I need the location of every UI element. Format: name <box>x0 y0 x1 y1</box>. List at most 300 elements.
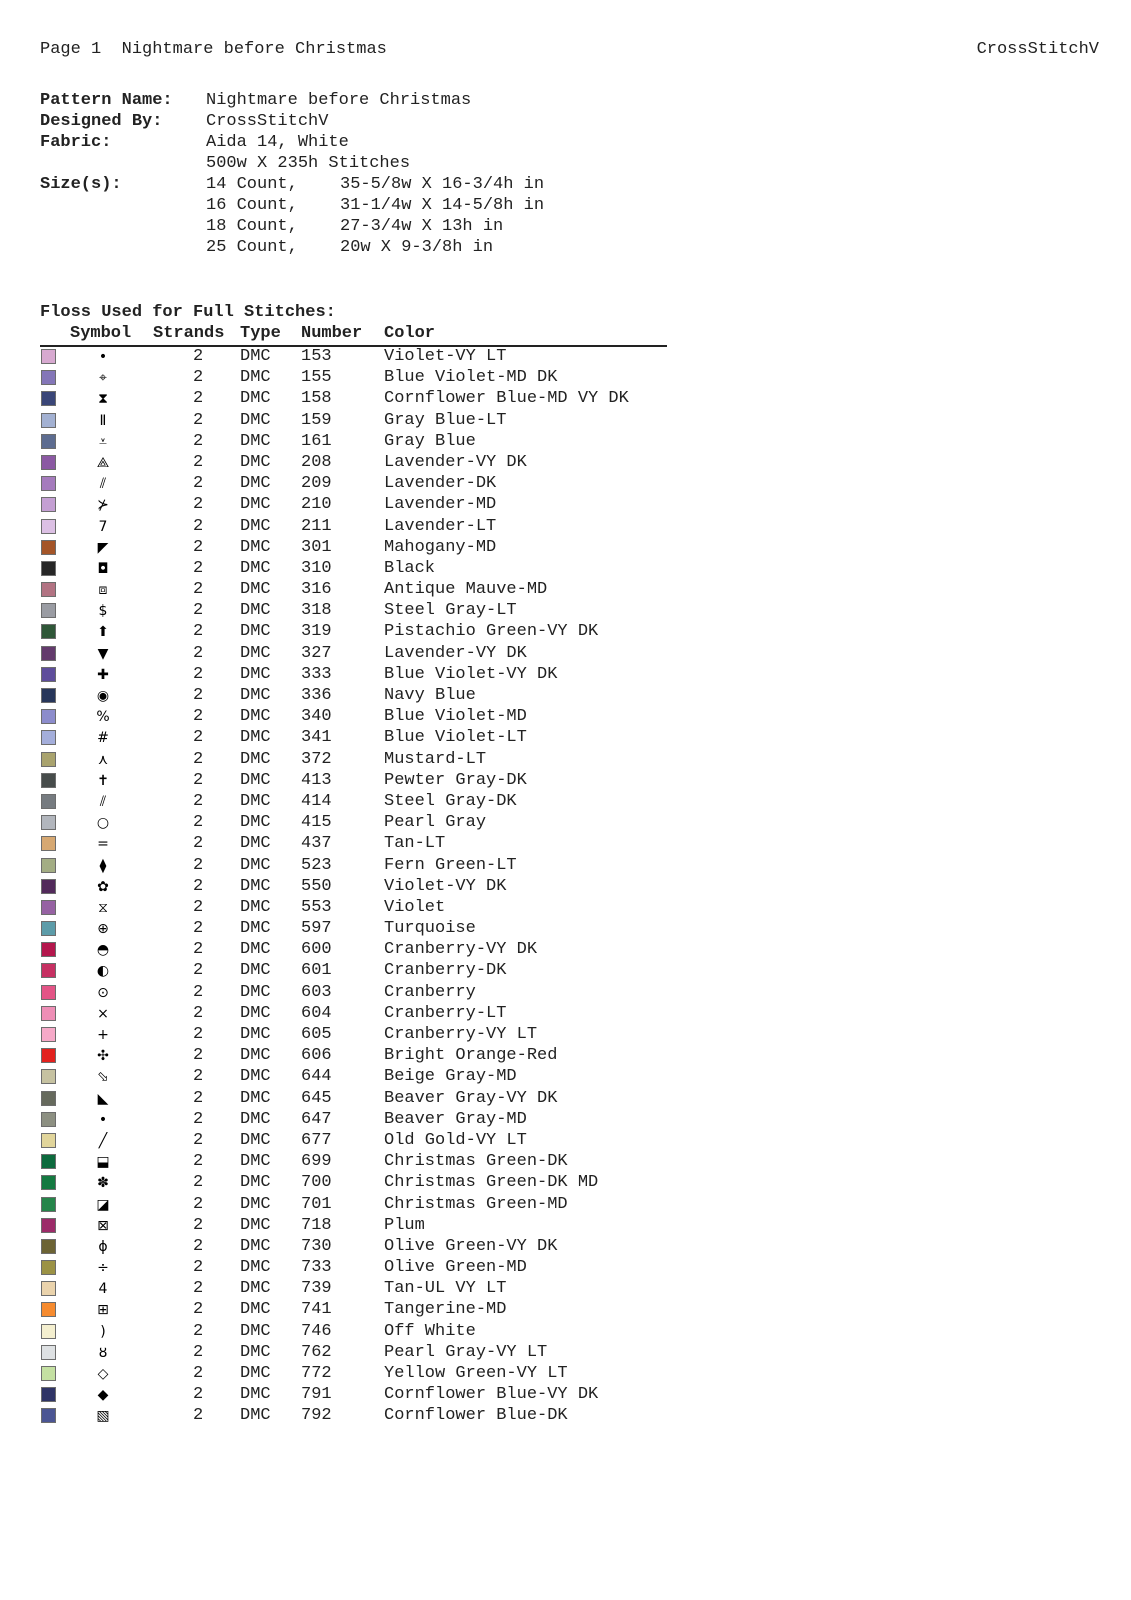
color-swatch <box>41 1302 56 1317</box>
cell-color: Bright Orange-Red <box>384 1046 558 1066</box>
slash-icon: ╱ <box>98 1132 108 1149</box>
table-row <box>0 876 700 897</box>
color-swatch <box>41 1218 56 1233</box>
table-row <box>0 600 700 621</box>
hash-icon: # <box>97 730 109 747</box>
color-swatch <box>41 1239 56 1254</box>
cell-type: DMC <box>240 1173 271 1193</box>
cell-strands: 2 <box>193 1342 204 1362</box>
cell-strands: 2 <box>193 1321 204 1341</box>
cell-number: 327 <box>301 643 332 663</box>
cell-color: Violet-VY DK <box>384 876 507 896</box>
cell-number: 301 <box>301 537 332 557</box>
half-filled-square-icon: ⬓ <box>96 1154 110 1171</box>
cell-type: DMC <box>240 580 271 600</box>
cell-number: 606 <box>301 1046 332 1066</box>
cell-number: 700 <box>301 1173 332 1193</box>
table-row <box>0 1278 700 1299</box>
color-swatch <box>41 1006 56 1021</box>
table-row <box>0 1194 700 1215</box>
designed-by-label: Designed By: <box>40 112 163 131</box>
cell-color: Lavender-DK <box>384 474 497 494</box>
color-swatch <box>41 1366 56 1381</box>
table-row <box>0 494 700 515</box>
table-row <box>0 1109 700 1130</box>
table-row <box>0 1172 700 1193</box>
page-header-title: Page 1 Nightmare before Christmas <box>40 40 387 59</box>
cell-type: DMC <box>240 389 271 409</box>
cell-color: Mustard-LT <box>384 749 487 769</box>
cell-number: 597 <box>301 919 332 939</box>
double-slash-icon: ⫽ <box>99 793 107 810</box>
color-swatch <box>41 879 56 894</box>
column-icon: Ⅱ <box>99 412 107 429</box>
color-swatch <box>41 900 56 915</box>
cell-number: 792 <box>301 1406 332 1426</box>
dollar-icon: $ <box>98 603 108 620</box>
seven-icon: 7 <box>98 518 108 535</box>
size-count: 16 Count, <box>206 196 298 215</box>
cell-color: Cranberry <box>384 982 476 1002</box>
cell-strands: 2 <box>193 1003 204 1023</box>
color-swatch <box>41 1260 56 1275</box>
snowflake-icon: ✽ <box>97 1175 109 1192</box>
table-row <box>0 1321 700 1342</box>
color-swatch <box>41 1069 56 1084</box>
table-row <box>0 1215 700 1236</box>
cell-number: 772 <box>301 1364 332 1383</box>
cell-color: Beaver Gray-VY DK <box>384 1088 558 1108</box>
cell-type: DMC <box>240 1130 271 1150</box>
cell-number: 791 <box>301 1385 332 1405</box>
cell-strands: 2 <box>193 643 204 663</box>
cell-strands: 2 <box>193 1173 204 1193</box>
cell-type: DMC <box>240 1003 271 1023</box>
cell-number: 605 <box>301 1025 332 1044</box>
size-dimensions: 35-5/8w X 16-3/4h in <box>340 175 545 194</box>
cell-type: DMC <box>240 1385 271 1405</box>
cell-strands: 2 <box>193 410 204 430</box>
cell-number: 601 <box>301 961 332 981</box>
size-dimensions: 27-3/4w X 13h in <box>340 217 504 236</box>
color-swatch <box>41 773 56 788</box>
cell-strands: 2 <box>193 1152 204 1172</box>
cell-strands: 2 <box>193 580 204 600</box>
cell-number: 701 <box>301 1194 332 1214</box>
cell-color: Black <box>384 558 436 578</box>
table-row <box>0 1384 700 1405</box>
cell-number: 336 <box>301 686 332 705</box>
cell-type: DMC <box>240 643 271 663</box>
color-swatch <box>41 1408 56 1423</box>
color-swatch <box>41 1048 56 1063</box>
table-row <box>0 1088 700 1109</box>
cell-number: 318 <box>301 601 332 621</box>
table-row <box>0 939 700 960</box>
cell-strands: 2 <box>193 813 204 833</box>
cell-type: DMC <box>240 728 271 748</box>
table-row <box>0 770 700 791</box>
hourglass-icon: ⧗ <box>98 391 108 408</box>
color-swatch <box>41 540 56 555</box>
sizes-label: Size(s): <box>40 175 122 194</box>
size-count: 25 Count, <box>206 238 298 257</box>
cell-type: DMC <box>240 940 271 960</box>
cell-strands: 2 <box>193 347 204 366</box>
cell-type: DMC <box>240 1025 271 1044</box>
cell-strands: 2 <box>193 664 204 684</box>
filled-diamond-icon: ◆ <box>97 1387 109 1404</box>
color-swatch <box>41 582 56 597</box>
cell-type: DMC <box>240 1067 271 1087</box>
cell-strands: 2 <box>193 686 204 705</box>
color-swatch <box>41 476 56 491</box>
cell-type: DMC <box>240 537 271 557</box>
color-swatch <box>41 985 56 1000</box>
cell-strands: 2 <box>193 1364 204 1383</box>
diamond-cross-icon: ⧫ <box>99 857 107 874</box>
hatched-square-icon: ▧ <box>96 1408 110 1425</box>
table-row <box>0 558 700 579</box>
cell-type: DMC <box>240 707 271 727</box>
cell-type: DMC <box>240 855 271 875</box>
slash-lines-icon: ⫽ <box>99 476 107 493</box>
cell-type: DMC <box>240 749 271 769</box>
cell-color: Cranberry-LT <box>384 1003 507 1023</box>
cell-strands: 2 <box>193 1236 204 1256</box>
cell-color: Tan-LT <box>384 834 446 854</box>
cell-number: 340 <box>301 707 332 727</box>
cell-strands: 2 <box>193 876 204 896</box>
division-icon: ÷ <box>97 1260 109 1277</box>
cell-type: DMC <box>240 1258 271 1278</box>
cell-strands: 2 <box>193 389 204 409</box>
cell-type: DMC <box>240 982 271 1002</box>
cell-type: DMC <box>240 431 271 451</box>
color-swatch <box>41 646 56 661</box>
color-swatch <box>41 434 56 449</box>
color-swatch <box>41 603 56 618</box>
filled-square-dot-icon: ◘ <box>97 560 109 577</box>
column-header-type: Type <box>240 324 281 343</box>
cell-number: 730 <box>301 1236 332 1256</box>
table-row <box>0 1151 700 1172</box>
cell-color: Cornflower Blue-VY DK <box>384 1385 599 1405</box>
cell-number: 372 <box>301 749 332 769</box>
table-row <box>0 1130 700 1151</box>
floss-table-body <box>0 346 700 1427</box>
cell-strands: 2 <box>193 1279 204 1299</box>
down-triangle-icon: ▼ <box>97 645 109 662</box>
table-row <box>0 1299 700 1320</box>
cell-strands: 2 <box>193 558 204 578</box>
cell-strands: 2 <box>193 855 204 875</box>
color-swatch <box>41 624 56 639</box>
color-swatch <box>41 349 56 364</box>
color-swatch <box>41 667 56 682</box>
cell-type: DMC <box>240 813 271 833</box>
color-swatch <box>41 794 56 809</box>
cell-number: 739 <box>301 1279 332 1299</box>
cell-color: Violet <box>384 897 446 917</box>
color-swatch <box>41 1324 56 1339</box>
table-row <box>0 855 700 876</box>
cell-type: DMC <box>240 452 271 472</box>
cell-strands: 2 <box>193 1258 204 1278</box>
cell-strands: 2 <box>193 897 204 917</box>
cell-type: DMC <box>240 834 271 854</box>
x-mark-icon: × <box>97 1005 109 1022</box>
cell-number: 600 <box>301 940 332 960</box>
cell-number: 158 <box>301 389 332 409</box>
color-swatch <box>41 963 56 978</box>
four-icon: 4 <box>98 1281 108 1298</box>
cell-strands: 2 <box>193 940 204 960</box>
cell-strands: 2 <box>193 495 204 515</box>
cell-strands: 2 <box>193 1109 204 1129</box>
color-swatch <box>41 1112 56 1127</box>
cell-color: Gray Blue-LT <box>384 410 507 430</box>
cell-strands: 2 <box>193 1194 204 1214</box>
color-swatch <box>41 730 56 745</box>
boxed-star-icon: ⊠ <box>97 1217 109 1234</box>
circle-dot-small-icon: ⊙ <box>97 984 109 1001</box>
cell-color: Cranberry-VY LT <box>384 1025 538 1044</box>
table-row <box>0 516 700 537</box>
cell-color: Violet-VY LT <box>384 347 507 366</box>
cell-strands: 2 <box>193 749 204 769</box>
cell-number: 415 <box>301 813 332 833</box>
caret-up-icon: ⋏ <box>97 751 109 768</box>
cell-color: Gray Blue <box>384 431 476 451</box>
cell-strands: 2 <box>193 431 204 451</box>
color-swatch <box>41 561 56 576</box>
cell-color: Beige Gray-MD <box>384 1067 517 1087</box>
parenthesis-icon: ) <box>100 1323 106 1340</box>
cell-color: Tangerine-MD <box>384 1300 507 1320</box>
table-row <box>0 346 700 367</box>
size-count: 18 Count, <box>206 217 298 236</box>
cell-color: Cranberry-VY DK <box>384 940 538 960</box>
table-row <box>0 749 700 770</box>
cell-strands: 2 <box>193 770 204 790</box>
cell-color: Cranberry-DK <box>384 961 507 981</box>
cell-color: Lavender-VY DK <box>384 643 527 663</box>
cell-type: DMC <box>240 368 271 388</box>
cell-type: DMC <box>240 919 271 939</box>
moon-icon: ◐ <box>96 963 110 980</box>
cell-strands: 2 <box>193 537 204 557</box>
cell-number: 604 <box>301 1003 332 1023</box>
cell-color: Lavender-VY DK <box>384 452 527 472</box>
cell-color: Yellow Green-VY LT <box>384 1364 568 1383</box>
color-swatch <box>41 1154 56 1169</box>
cell-number: 645 <box>301 1088 332 1108</box>
cell-number: 677 <box>301 1130 332 1150</box>
cell-number: 159 <box>301 410 332 430</box>
crosshair-circle-icon: ⌖ <box>99 370 107 387</box>
table-row <box>0 897 700 918</box>
cell-number: 644 <box>301 1067 332 1087</box>
cell-type: DMC <box>240 1279 271 1299</box>
color-swatch <box>41 1345 56 1360</box>
cell-number: 153 <box>301 347 332 366</box>
table-row <box>0 982 700 1003</box>
cell-type: DMC <box>240 622 271 642</box>
phi-icon: ϕ <box>98 1238 108 1255</box>
column-header-strands: Strands <box>153 324 225 343</box>
cell-color: Mahogany-MD <box>384 537 497 557</box>
cell-color: Lavender-LT <box>384 516 497 536</box>
cell-color: Turquoise <box>384 919 476 939</box>
corner-triangle-icon: ◤ <box>97 539 109 556</box>
cell-type: DMC <box>240 664 271 684</box>
color-swatch <box>41 709 56 724</box>
cell-strands: 2 <box>193 1215 204 1235</box>
cell-type: DMC <box>240 686 271 705</box>
color-swatch <box>41 752 56 767</box>
cell-strands: 2 <box>193 601 204 621</box>
cell-strands: 2 <box>193 452 204 472</box>
column-header-symbol: Symbol <box>70 324 132 343</box>
table-row <box>0 791 700 812</box>
size-dimensions: 20w X 9-3/8h in <box>340 238 494 257</box>
cell-color: Steel Gray-LT <box>384 601 517 621</box>
floss-section-title: Floss Used for Full Stitches: <box>40 303 336 322</box>
cell-color: Old Gold-VY LT <box>384 1130 527 1150</box>
open-diamond-icon: ◇ <box>97 1366 109 1382</box>
pattern-name-value: Nightmare before Christmas <box>206 91 472 110</box>
cell-strands: 2 <box>193 1385 204 1405</box>
color-swatch <box>41 815 56 830</box>
cell-number: 699 <box>301 1152 332 1172</box>
bowtie-icon: ⧖ <box>98 899 108 916</box>
open-circle-icon: ○ <box>96 815 110 832</box>
plus-icon: + <box>97 1027 109 1043</box>
table-row <box>0 812 700 833</box>
cell-number: 550 <box>301 876 332 896</box>
table-row <box>0 960 700 981</box>
color-swatch <box>41 1175 56 1190</box>
table-row <box>0 621 700 642</box>
color-swatch <box>41 519 56 534</box>
cell-strands: 2 <box>193 1088 204 1108</box>
cell-number: 209 <box>301 474 332 494</box>
cell-number: 211 <box>301 516 332 536</box>
cell-strands: 2 <box>193 1300 204 1320</box>
cell-strands: 2 <box>193 1067 204 1087</box>
color-swatch <box>41 1027 56 1042</box>
cell-number: 310 <box>301 558 332 578</box>
cell-type: DMC <box>240 1215 271 1235</box>
cell-type: DMC <box>240 1321 271 1341</box>
cell-strands: 2 <box>193 622 204 642</box>
color-swatch <box>41 370 56 385</box>
color-swatch <box>41 688 56 703</box>
cell-color: Blue Violet-VY DK <box>384 664 558 684</box>
cell-strands: 2 <box>193 961 204 981</box>
table-row <box>0 1363 700 1384</box>
cell-color: Pewter Gray-DK <box>384 770 527 790</box>
cell-number: 762 <box>301 1342 332 1362</box>
color-swatch <box>41 1133 56 1148</box>
diagonal-square-icon: ◪ <box>96 1196 110 1213</box>
cell-number: 210 <box>301 495 332 515</box>
cell-type: DMC <box>240 516 271 536</box>
cell-color: Navy Blue <box>384 686 476 705</box>
cell-color: Cornflower Blue-DK <box>384 1406 568 1426</box>
table-row <box>0 685 700 706</box>
circle-plus-icon: ⊕ <box>97 921 109 938</box>
color-swatch <box>41 858 56 873</box>
table-row <box>0 367 700 388</box>
size-count: 14 Count, <box>206 175 298 194</box>
color-swatch <box>41 497 56 512</box>
cell-number: 414 <box>301 791 332 811</box>
cell-strands: 2 <box>193 1046 204 1066</box>
color-swatch <box>41 413 56 428</box>
table-row <box>0 1257 700 1278</box>
table-row <box>0 452 700 473</box>
color-swatch <box>41 1387 56 1402</box>
cell-type: DMC <box>240 1406 271 1426</box>
table-row <box>0 1003 700 1024</box>
cell-color: Pearl Gray <box>384 813 487 833</box>
flower-icon: ✿ <box>97 878 109 895</box>
table-row <box>0 1066 700 1087</box>
arrow-diagonal-icon: ⬂ <box>97 1069 109 1086</box>
color-swatch <box>41 1281 56 1296</box>
cell-color: Blue Violet-MD <box>384 707 527 727</box>
cell-strands: 2 <box>193 707 204 727</box>
up-arrow-icon: ⬆ <box>97 624 109 641</box>
table-row <box>0 1024 700 1045</box>
cell-number: 319 <box>301 622 332 642</box>
table-row <box>0 706 700 727</box>
cell-number: 647 <box>301 1109 332 1129</box>
table-row <box>0 579 700 600</box>
grid-square-icon: ⊞ <box>97 1302 109 1319</box>
cell-type: DMC <box>240 558 271 578</box>
cell-color: Tan-UL VY LT <box>384 1279 507 1299</box>
cell-color: Off White <box>384 1321 476 1341</box>
cell-color: Christmas Green-DK MD <box>384 1173 599 1193</box>
cell-strands: 2 <box>193 728 204 748</box>
cell-color: Christmas Green-DK <box>384 1152 568 1172</box>
four-arrows-icon: ✣ <box>97 1048 109 1065</box>
table-row <box>0 388 700 409</box>
table-row <box>0 833 700 854</box>
cell-type: DMC <box>240 1046 271 1066</box>
cell-number: 741 <box>301 1300 332 1320</box>
color-swatch <box>41 921 56 936</box>
table-row <box>0 537 700 558</box>
cell-color: Olive Green-VY DK <box>384 1236 558 1256</box>
ampersand-icon: ȣ <box>98 1344 108 1361</box>
cell-type: DMC <box>240 474 271 494</box>
column-header-number: Number <box>301 324 363 343</box>
cell-number: 413 <box>301 770 332 790</box>
cell-strands: 2 <box>193 516 204 536</box>
table-row <box>0 664 700 685</box>
table-row <box>0 431 700 452</box>
color-swatch <box>41 455 56 470</box>
table-row <box>0 410 700 431</box>
cell-number: 333 <box>301 664 332 684</box>
page-header-designer: CrossStitchV <box>976 40 1099 59</box>
cell-color: Lavender-MD <box>384 495 497 515</box>
cell-color: Fern Green-LT <box>384 855 517 875</box>
